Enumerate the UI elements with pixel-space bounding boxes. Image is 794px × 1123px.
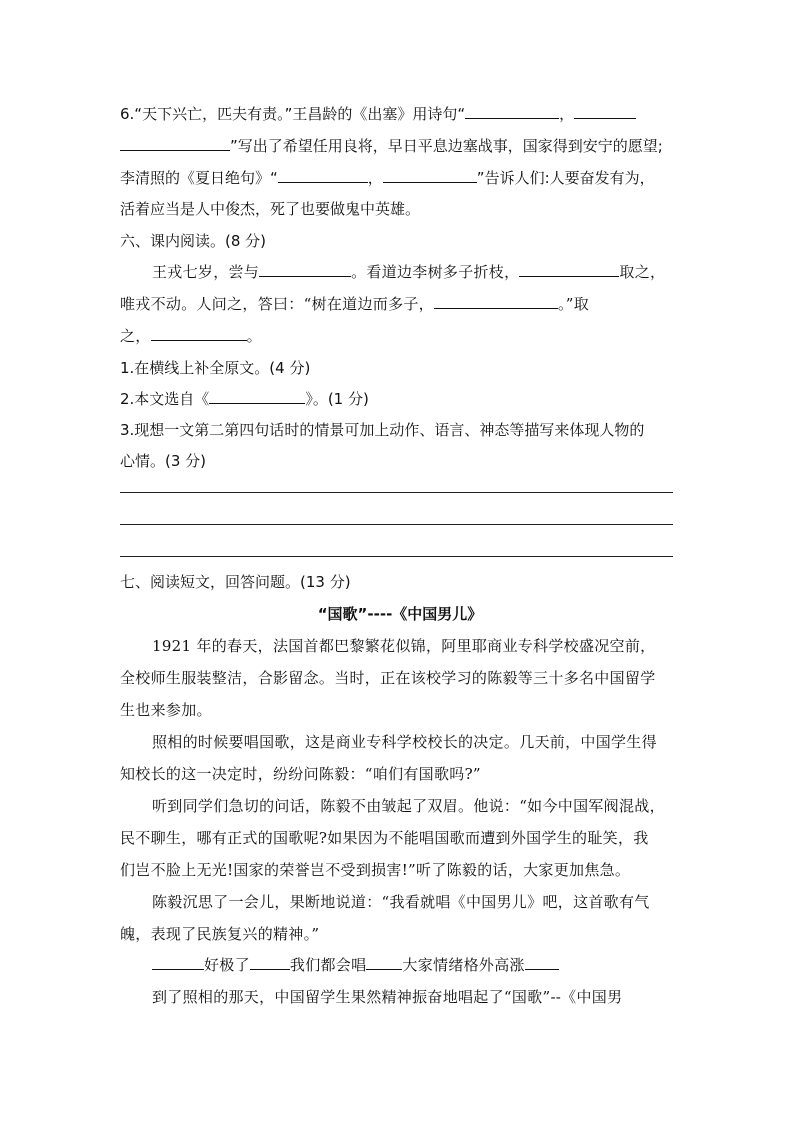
q6-line3 bbox=[120, 168, 680, 188]
passage-text: 唯戎不动。人问之，答曰：“树在道边而多子， bbox=[120, 295, 434, 313]
question-text: 2.本文选自《 bbox=[120, 390, 210, 408]
section6-heading: 六、课内阅读。(8 分) bbox=[120, 232, 267, 250]
article-text: 我们都会唱 bbox=[289, 956, 367, 974]
answer-blank[interactable] bbox=[383, 168, 477, 183]
answer-blank[interactable] bbox=[574, 104, 636, 119]
article-line: 听到同学们急切的问话，陈毅不由皱起了双眉。他说：“如今中国军阀混战， bbox=[152, 797, 665, 815]
article-title: “国歌”----《中国男儿》 bbox=[317, 605, 483, 623]
article-text: 大家情绪格外高涨 bbox=[402, 956, 525, 974]
passage-text: 。”取 bbox=[557, 295, 590, 313]
s6-question3-line2: 心情。(3 分) bbox=[120, 452, 207, 470]
article-line: 知校长的这一决定时，纷纷问陈毅：“咱们有国歌吗?” bbox=[120, 765, 481, 783]
answer-blank[interactable] bbox=[278, 168, 368, 183]
s6-question2 bbox=[120, 389, 680, 409]
q6-line2 bbox=[120, 136, 680, 156]
passage-text: 。 bbox=[246, 327, 262, 345]
answer-line[interactable] bbox=[120, 492, 673, 493]
q6-comma: ， bbox=[559, 105, 575, 123]
q6-text: 6.“天下兴亡，匹夫有责。”王昌龄的《出塞》用诗句“ bbox=[120, 105, 466, 123]
punctuation-blank[interactable] bbox=[366, 955, 402, 970]
passage-text: 王戎七岁，尝与 bbox=[152, 263, 260, 281]
q6-line1 bbox=[120, 104, 680, 124]
article-text: 好极了 bbox=[204, 956, 250, 974]
punctuation-blank[interactable] bbox=[525, 955, 559, 970]
s6-question1: 1.在横线上补全原文。(4 分) bbox=[120, 359, 311, 377]
passage-line2 bbox=[120, 294, 680, 314]
punctuation-blank[interactable] bbox=[250, 955, 290, 970]
passage-line3 bbox=[120, 326, 680, 346]
article-line: 到了照相的那天，中国留学生果然精神振奋地唱起了“国歌”--《中国男 bbox=[152, 988, 623, 1006]
answer-blank[interactable] bbox=[519, 262, 619, 277]
passage-text: 取之， bbox=[619, 263, 666, 281]
passage-line1 bbox=[152, 262, 680, 282]
q6-text: ”写出了希望任用良将，早日平息边塞战事，国家得到安宁的愿望; bbox=[230, 137, 663, 155]
article-line: 全校师生服装整洁，合影留念。当时，正在该校学习的陈毅等三十多名中国留学 bbox=[120, 669, 656, 687]
answer-blank[interactable] bbox=[209, 389, 305, 404]
passage-text: 。看道边李树多子折枝， bbox=[351, 263, 520, 281]
question-text: 》。(1 分) bbox=[305, 390, 369, 408]
passage-text: 之， bbox=[120, 327, 151, 345]
article-line: 照相的时候要唱国歌，这是商业专科学校校长的决定。几天前，中国学生得 bbox=[152, 733, 657, 751]
article-line: 1921 年的春天，法国首都巴黎繁花似锦，阿里耶商业专科学校盛况空前， bbox=[152, 637, 656, 655]
article-line: 陈毅沉思了一会儿，果断地说道：“我看就唱《中国男儿》吧，这首歌有气 bbox=[152, 893, 650, 911]
q6-text: 李清照的《夏日绝句》“ bbox=[120, 169, 278, 187]
q6-comma: ， bbox=[367, 169, 383, 187]
answer-line[interactable] bbox=[120, 556, 673, 557]
section7-heading: 七、阅读短文，回答问题。(13 分) bbox=[120, 573, 351, 591]
answer-blank[interactable] bbox=[120, 136, 230, 151]
answer-blank[interactable] bbox=[259, 262, 351, 277]
answer-blank[interactable] bbox=[151, 326, 247, 341]
punctuation-blank-line bbox=[152, 955, 680, 975]
article-line: 生也来参加。 bbox=[120, 701, 212, 719]
q6-line4: 活着应当是人中俊杰，死了也要做鬼中英雄。 bbox=[120, 200, 421, 218]
answer-blank[interactable] bbox=[465, 104, 559, 119]
punctuation-blank[interactable] bbox=[152, 955, 204, 970]
article-line: 们岂不脸上无光!国家的荣誉岂不受到损害!”听了陈毅的话，大家更加焦急。 bbox=[120, 861, 631, 879]
q6-text: ”告诉人们:人要奋发有为， bbox=[476, 169, 655, 187]
answer-line[interactable] bbox=[120, 524, 673, 525]
article-line: 魄，表现了民族复兴的精神。” bbox=[120, 925, 320, 943]
s6-question3-line1: 3.现想一文第二第四句话时的情景可加上动作、语言、神态等描写来体现人物的 bbox=[120, 421, 645, 439]
answer-blank[interactable] bbox=[434, 294, 558, 309]
article-line: 民不聊生，哪有正式的国歌呢?如果因为不能唱国歌而遭到外国学生的耻笑，我 bbox=[120, 829, 649, 847]
